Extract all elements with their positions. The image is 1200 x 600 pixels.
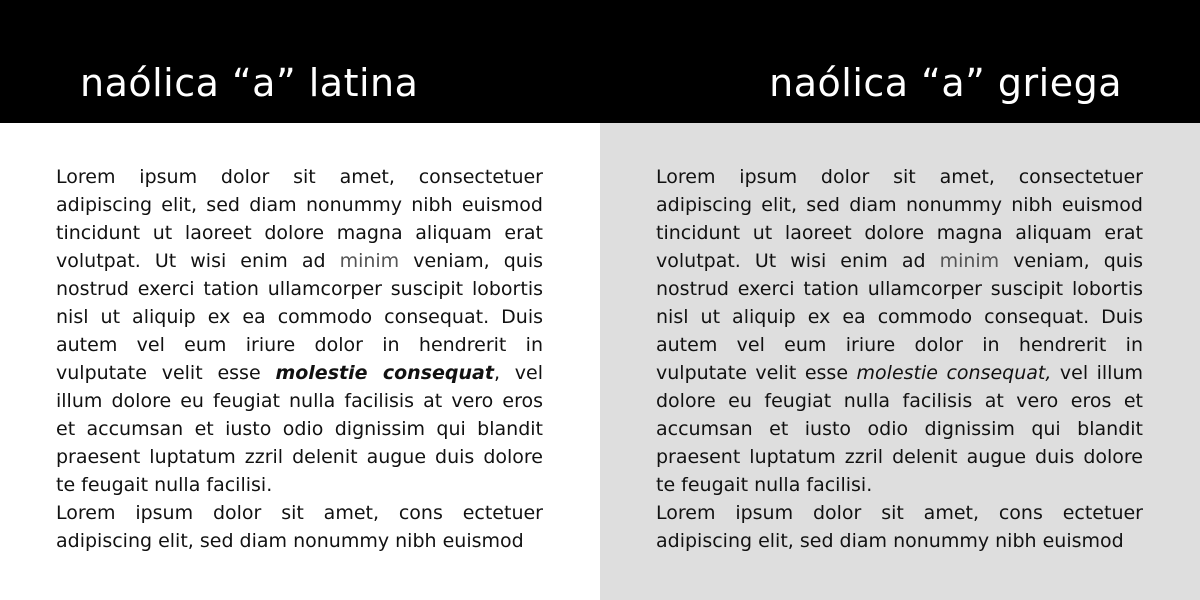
paragraph-1-part-a: Lorem ipsum dolor sit amet, consectetuer adipiscing elit, sed diam nonummy nibh euismod tincidunt ut laoreet dolore magna aliquam erat volutpat. Ut wisi enim ad — [56, 166, 543, 272]
paragraph-1-part-c: , vel illum dolore eu feugiat nulla facilisis at vero eros et accumsan et iusto odio dignissim qui blandit praesent luptatum zzril delenit augue duis dolore te feugait nulla facilisi. — [56, 362, 543, 496]
paragraph-1-part-b: veniam, quis nostrud exerci tation ullamcorper suscipit lobortis nisl ut aliquip ex ea commodo consequat. Duis autem vel eum iriure dolor in hendrerit in vulputate velit esse — [56, 250, 543, 384]
word-minim: minim — [339, 250, 400, 272]
paragraph-1 — [56, 163, 543, 499]
emphasis-molestie-consequat: molestie consequat — [275, 362, 494, 384]
text-block-latina — [56, 163, 543, 555]
panel-latina — [0, 123, 600, 600]
title-latina: naólica “a” latina — [80, 61, 419, 105]
word-minim: minim — [939, 250, 1000, 272]
paragraph-1 — [656, 163, 1143, 499]
text-block-griega — [656, 163, 1143, 555]
panel-griega — [600, 123, 1200, 600]
emphasis-molestie-consequat: molestie consequat, — [856, 362, 1052, 384]
paragraph-1-part-c: vel illum dolore eu feugiat nulla facilisis at vero eros et accumsan et iusto odio dignissim qui blandit praesent luptatum zzril delenit augue duis dolore te feugait nulla facilisi. — [656, 362, 1143, 496]
paragraph-1-part-a: Lorem ipsum dolor sit amet, consectetuer adipiscing elit, sed diam nonummy nibh euismod tincidunt ut laoreet dolore magna aliquam erat volutpat. Ut wisi enim ad — [656, 166, 1143, 272]
header-bar — [0, 0, 1200, 123]
title-griega: naólica “a” griega — [769, 61, 1122, 105]
paragraph-2: Lorem ipsum dolor sit amet, cons ectetuer adipiscing elit, sed diam nonummy nibh euismod — [56, 502, 543, 552]
paragraph-2: Lorem ipsum dolor sit amet, cons ectetuer adipiscing elit, sed diam nonummy nibh euismod — [656, 502, 1143, 552]
paragraph-1-part-b: veniam, quis nostrud exerci tation ullamcorper suscipit lobortis nisl ut aliquip ex ea commodo consequat. Duis autem vel eum iriure dolor in hendrerit in vulputate velit esse — [656, 250, 1143, 384]
